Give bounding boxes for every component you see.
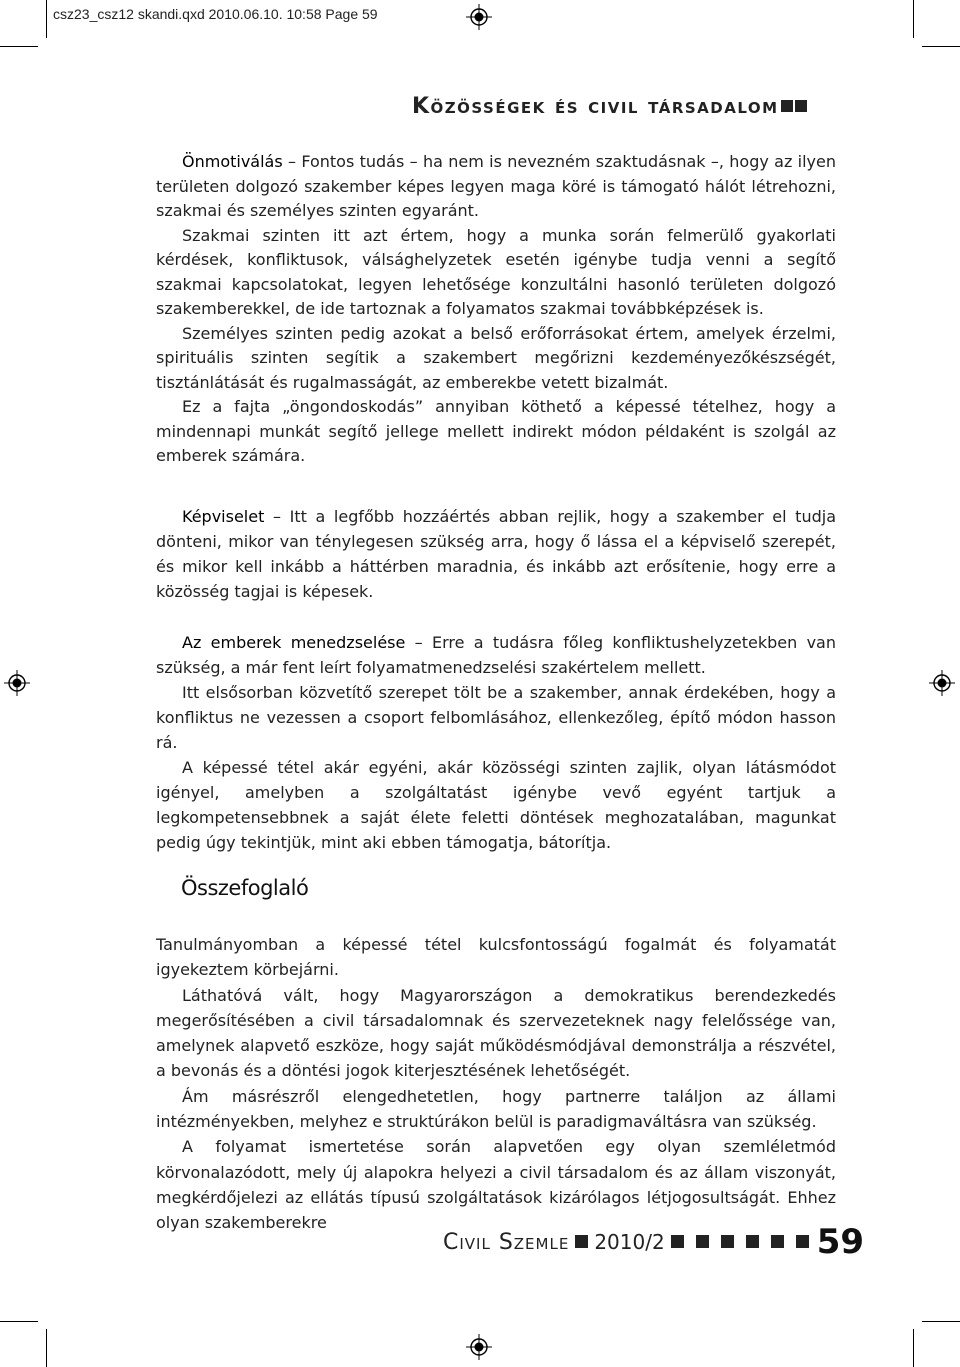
section-menedzseles xyxy=(156,630,836,855)
crop-mark-bottom-right xyxy=(913,1329,914,1367)
paragraph-osszefoglalo-2: Láthatóvá vált, hogy Magyarországon a demokratikus berendezkedés megerősítésében a civil társadalomnak és szervezeteknek nagy felelőssége van, amelynek alapvető eszköze, hogy saját működésmódjával demonstrálja a részvétel, a bevonás és a döntési jogok kiterjesztésének lehetőségét. xyxy=(156,985,836,1081)
paragraph-onmotivalas-4: Ez a fajta „öngondoskodás” annyiban köthető a képessé tételhez, hogy a mindennapi munkát segítő jellege mellett indirekt módon példaként is szolgál az emberek számára. xyxy=(156,397,836,465)
issue-number: 2010/2 xyxy=(594,1230,665,1254)
paragraph-onmotivalas-1 xyxy=(156,150,836,224)
paragraph-menedzseles-1 xyxy=(156,630,836,680)
footer-square-3 xyxy=(696,1235,709,1248)
paragraph-kepviselet-1 xyxy=(156,504,836,604)
section-osszefoglalo xyxy=(156,932,836,1236)
crop-mark-bottom-left-h xyxy=(0,1321,38,1322)
registration-mark-left xyxy=(4,670,30,696)
running-header-text: Közösségek és civil társadalom xyxy=(412,94,779,119)
footer-square-1 xyxy=(575,1235,588,1248)
page-number: 59 xyxy=(816,1222,865,1262)
crop-mark-top-right xyxy=(913,0,914,38)
journal-name: Civil Szemle xyxy=(443,1230,570,1255)
paragraph-text: – Fontos tudás – ha nem is nevezném szaktudásnak –, hogy az ilyen területen dolgozó szakember képes legyen maga köré is támogató hálót létrehozni, szakmai és személyes szinten egyaránt. xyxy=(156,152,836,220)
registration-mark-bottom xyxy=(466,1334,492,1360)
registration-mark-right xyxy=(929,670,955,696)
registration-mark-top xyxy=(466,4,492,30)
crop-mark-bottom-right-h xyxy=(922,1321,960,1322)
paragraph-osszefoglalo-3: Ám másrészről elengedhetetlen, hogy partnerre találjon az állami intézményekben, melyhez e struktúrákon belül is paradigmaváltásra van szükség. xyxy=(156,1086,836,1132)
footer-square-7 xyxy=(796,1235,809,1248)
paragraph-osszefoglalo-4: A folyamat ismertetése során alapvetően egy olyan szemléletmód körvonalazódott, mely új alapokra helyezi a civil társadalom és az állam viszonyát, megkérdőjelezi az ellátás típusú szolgáltatások kizárólagos létjogosultságát. Ehhez olyan szakemberekre xyxy=(156,1137,836,1233)
section-onmotivalas xyxy=(156,150,836,469)
crop-mark-top-left xyxy=(46,0,47,38)
printer-slug: csz23_csz12 skandi.qxd 2010.06.10. 10:58 Page 59 xyxy=(53,6,378,22)
crop-mark-top-right-h xyxy=(922,46,960,47)
paragraph-onmotivalas-3: Személyes szinten pedig azokat a belső erőforrásokat értem, amelyek érzelmi, spirituális szinten segítik a szakembert megőrizni kezdeményezőkészségét, tisztánlátását és rugalmasságát, az emberekbe vetett bizalmát. xyxy=(156,323,836,392)
header-square-1 xyxy=(781,100,793,112)
section-kepviselet xyxy=(156,504,836,604)
section-title-osszefoglalo: Összefoglaló xyxy=(181,876,309,900)
footer-square-2 xyxy=(671,1235,684,1248)
paragraph-menedzseles-3: A képessé tétel akár egyéni, akár közösségi szinten zajlik, olyan látásmódot igényel, amelyben a szolgáltatást igénybe vevő egyént tartjuk a legkompetensebbnek a saját élete feletti döntések meghozatalában, magunkat pedig úgy tekintjük, mint aki ebben támogatja, bátorítja. xyxy=(156,758,836,852)
crop-mark-bottom-left xyxy=(46,1329,47,1367)
running-header xyxy=(412,94,807,119)
paragraph-onmotivalas-2: Szakmai szinten itt azt értem, hogy a munka során felmerülő gyakorlati kérdések, konfliktusok, válsághelyzetek esetén igénybe tudja venni a segítő szakmai kapcsolatokat, legyen lehetősége konzultálni hasonló területen dolgozó szakemberekkel, de ide tartoznak a folyamatos szakmai továbbképzések is. xyxy=(156,225,836,318)
lead-term-kepviselet: Képviselet xyxy=(182,507,265,526)
page-footer xyxy=(443,1222,864,1262)
crop-mark-top-left-h xyxy=(0,46,38,47)
footer-square-4 xyxy=(721,1235,734,1248)
lead-term-onmotivalas: Önmotiválás xyxy=(182,152,283,171)
header-square-2 xyxy=(795,100,807,112)
footer-square-6 xyxy=(771,1235,784,1248)
paragraph-text: – Erre a tudásra főleg konfliktushelyzetekben van szükség, a már fent leírt folyamatmenedzselési szakértelem mellett. xyxy=(156,633,836,677)
paragraph-text: – Itt a legfőbb hozzáértés abban rejlik, hogy a szakember el tudja dönteni, mikor van ténylegesen szükség arra, hogy ő lássa el a képviselő szerepét, és mikor kell inkább a háttérben maradnia, és inkább azt erősítenie, hogy erre a közösség tagjai is képesek. xyxy=(156,507,836,601)
paragraph-menedzseles-2: Itt elsősorban közvetítő szerepet tölt be a szakember, annak érdekében, hogy a konfliktus ne vezessen a csoport felbomlásához, ellenkezőleg, építő módon hasson rá. xyxy=(156,683,836,752)
paragraph-osszefoglalo-1: Tanulmányomban a képessé tétel kulcsfontosságú fogalmát és folyamatát igyekeztem körbejárni. xyxy=(156,935,836,980)
footer-square-5 xyxy=(746,1235,759,1248)
lead-term-menedzseles: Az emberek menedzselése xyxy=(182,633,406,652)
